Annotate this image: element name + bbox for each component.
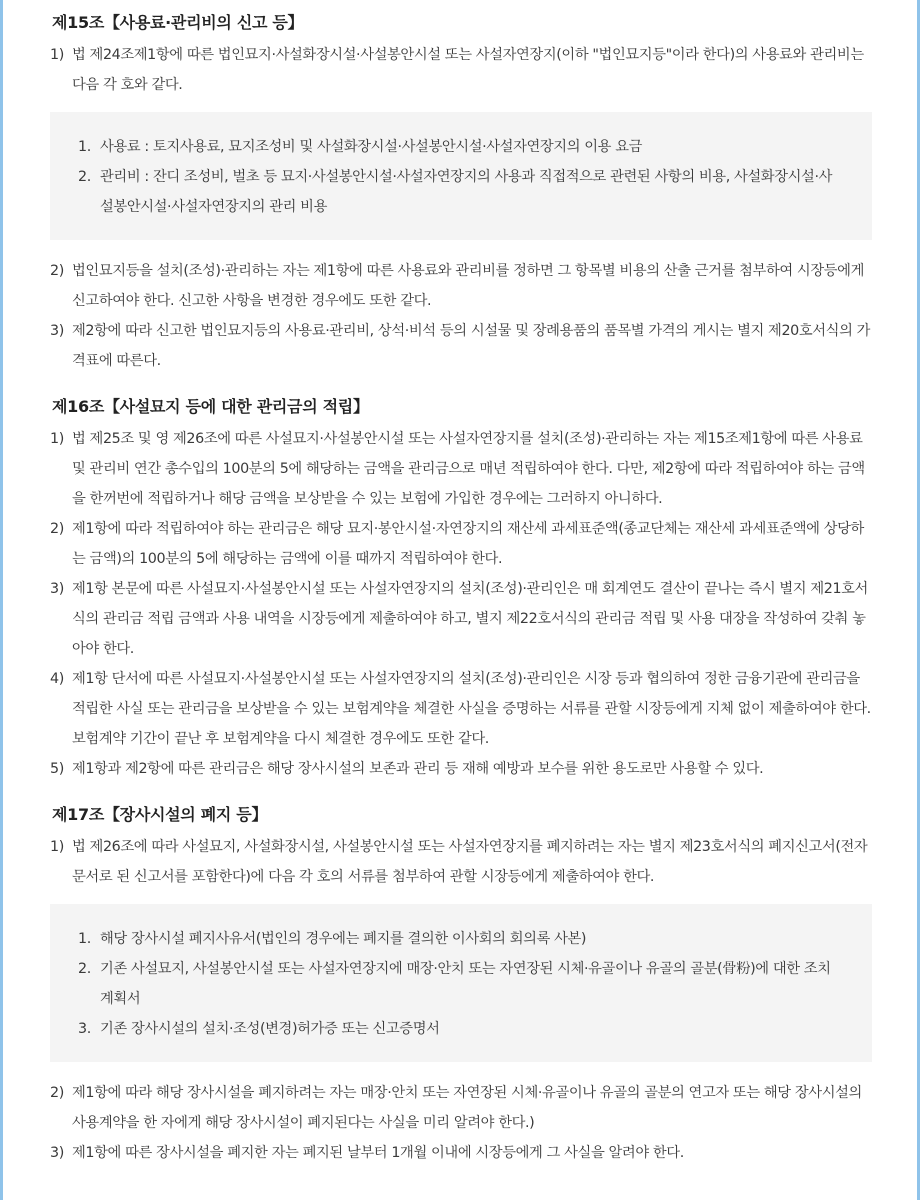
clause-3 [50, 1138, 872, 1168]
clause-3 [50, 316, 872, 376]
clause-4 [50, 664, 872, 754]
subitem-2 [78, 954, 844, 1014]
subitem-number: 3. [78, 1021, 91, 1037]
subitem-box [50, 904, 872, 1062]
clause-1 [50, 40, 872, 100]
clause-text: 제1항 단서에 따른 사설묘지·사설봉안시설 또는 사설자연장지의 설치(조성)·관리인은 시장 등과 협의하여 정한 금융기관에 관리금을 적립한 사실 또는 관리금을 보상받을 수 있는 보험계약을 체결한 사실을 증명하는 서류를 관할 시장등에게 지체 없이 제출하여야 한다. 보험계약 기간이 끝난 후 보험계약을 다시 체결한 경우에도 또한 같다. [72, 671, 871, 747]
article-title: 제16조【사설묘지 등에 대한 관리금의 적립】 [52, 397, 369, 416]
clause-number: 5) [50, 761, 64, 777]
subitem-3 [78, 1014, 844, 1044]
clause-number: 2) [50, 521, 64, 537]
subitem-text: 기존 사설묘지, 사설봉안시설 또는 사설자연장지에 매장·안치 또는 자연장된 시체·유골이나 유골의 골분(骨粉)에 대한 조치계획서 [100, 961, 831, 1007]
clause-text: 제1항 본문에 따른 사설묘지·사설봉안시설 또는 사설자연장지의 설치(조성)·관리인은 매 회계연도 결산이 끝나는 즉시 별지 제21호서식의 관리금 적립 금액과 사용 내역을 시장등에게 제출하여야 하고, 별지 제22호서식의 관리금 적립 및 사용 대장을 작성하여 갖춰 놓아야 한다. [72, 581, 868, 657]
subitem-number: 2. [78, 961, 91, 977]
clause-number: 1) [50, 47, 64, 63]
subitem-text: 관리비 : 잔디 조성비, 벌초 등 묘지·사설봉안시설·사설자연장지의 사용과 직접적으로 관련된 사항의 비용, 사설화장시설·사설봉안시설·사설자연장지의 관리 비용 [100, 169, 832, 215]
clause-text: 법 제24조제1항에 따른 법인묘지·사설화장시설·사설봉안시설 또는 사설자연장지(이하 "법인묘지등"이라 한다)의 사용료와 관리비는 다음 각 호와 같다. [72, 47, 864, 93]
article-17 [50, 804, 872, 1168]
clause-number: 3) [50, 581, 64, 597]
clause-text: 제1항과 제2항에 따른 관리금은 해당 장사시설의 보존과 관리 등 재해 예방과 보수를 위한 용도로만 사용할 수 있다. [72, 761, 764, 777]
subitem-1 [78, 132, 844, 162]
clause-2 [50, 256, 872, 316]
left-border [0, 0, 3, 1200]
clause-text: 제1항에 따라 적립하여야 하는 관리금은 해당 묘지·봉안시설·자연장지의 재산세 과세표준액(종교단체는 재산세 과세표준액에 상당하는 금액)의 100분의 5에 해당하는 금액에 이를 때까지 적립하여야 한다. [72, 521, 864, 567]
clause-text: 법 제26조에 따라 사설묘지, 사설화장시설, 사설봉안시설 또는 사설자연장지를 폐지하려는 자는 별지 제23호서식의 폐지신고서(전자문서로 된 신고서를 포함한다)에 다음 각 호의 서류를 첨부하여 관할 시장등에게 제출하여야 한다. [72, 839, 868, 885]
clause-number: 4) [50, 671, 64, 687]
clause-1 [50, 424, 872, 514]
clause-number: 1) [50, 431, 64, 447]
clause-text: 제1항에 따라 해당 장사시설을 폐지하려는 자는 매장·안치 또는 자연장된 시체·유골이나 유골의 골분의 연고자 또는 해당 장사시설의 사용계약을 한 자에게 해당 장사시설이 폐지된다는 사실을 미리 알려야 한다.) [72, 1085, 862, 1131]
subitem-number: 2. [78, 169, 91, 185]
subitem-box [50, 112, 872, 240]
article-title: 제17조【장사시설의 폐지 등】 [52, 805, 268, 824]
clause-3 [50, 574, 872, 664]
clause-text: 제2항에 따라 신고한 법인묘지등의 사용료·관리비, 상석·비석 등의 시설물 및 장례용품의 품목별 가격의 게시는 별지 제20호서식의 가격표에 따른다. [72, 323, 871, 369]
subitem-number: 1. [78, 139, 91, 155]
subitem-text: 해당 장사시설 폐지사유서(법인의 경우에는 폐지를 결의한 이사회의 회의록 사본) [100, 931, 587, 947]
clause-2 [50, 1078, 872, 1138]
clause-number: 2) [50, 1085, 64, 1101]
clause-2 [50, 514, 872, 574]
clause-number: 3) [50, 323, 64, 339]
clause-text: 법 제25조 및 영 제26조에 따른 사설묘지·사설봉안시설 또는 사설자연장지를 설치(조성)·관리하는 자는 제15조제1항에 따른 사용료 및 관리비 연간 총수입의 100분의 5에 해당하는 금액을 관리금으로 매년 적립하여야 한다. 다만, 제2항에 따라 적립하여야 하는 금액을 한꺼번에 적립하거나 해당 금액을 보상받을 수 있는 보험에 가입한 경우에는 그러하지 아니하다. [72, 431, 865, 507]
article-15 [50, 12, 872, 376]
subitem-1 [78, 924, 844, 954]
clause-number: 3) [50, 1145, 64, 1161]
clause-number: 2) [50, 263, 64, 279]
subitem-2 [78, 162, 844, 222]
document-body [50, 8, 872, 1188]
clause-5 [50, 754, 872, 784]
clause-text: 제1항에 따른 장사시설을 폐지한 자는 폐지된 날부터 1개월 이내에 시장등에게 그 사실을 알려야 한다. [72, 1145, 684, 1161]
clause-text: 법인묘지등을 설치(조성)·관리하는 자는 제1항에 따른 사용료와 관리비를 정하면 그 항목별 비용의 산출 근거를 첨부하여 시장등에게 신고하여야 한다. 신고한 사항을 변경한 경우에도 또한 같다. [72, 263, 864, 309]
clause-number: 1) [50, 839, 64, 855]
clause-1 [50, 832, 872, 892]
subitem-number: 1. [78, 931, 91, 947]
subitem-text: 기존 장사시설의 설치·조성(변경)허가증 또는 신고증명서 [100, 1021, 440, 1037]
article-16 [50, 396, 872, 784]
article-title: 제15조【사용료·관리비의 신고 등】 [52, 13, 304, 32]
subitem-text: 사용료 : 토지사용료, 묘지조성비 및 사설화장시설·사설봉안시설·사설자연장지의 이용 요금 [100, 139, 643, 155]
